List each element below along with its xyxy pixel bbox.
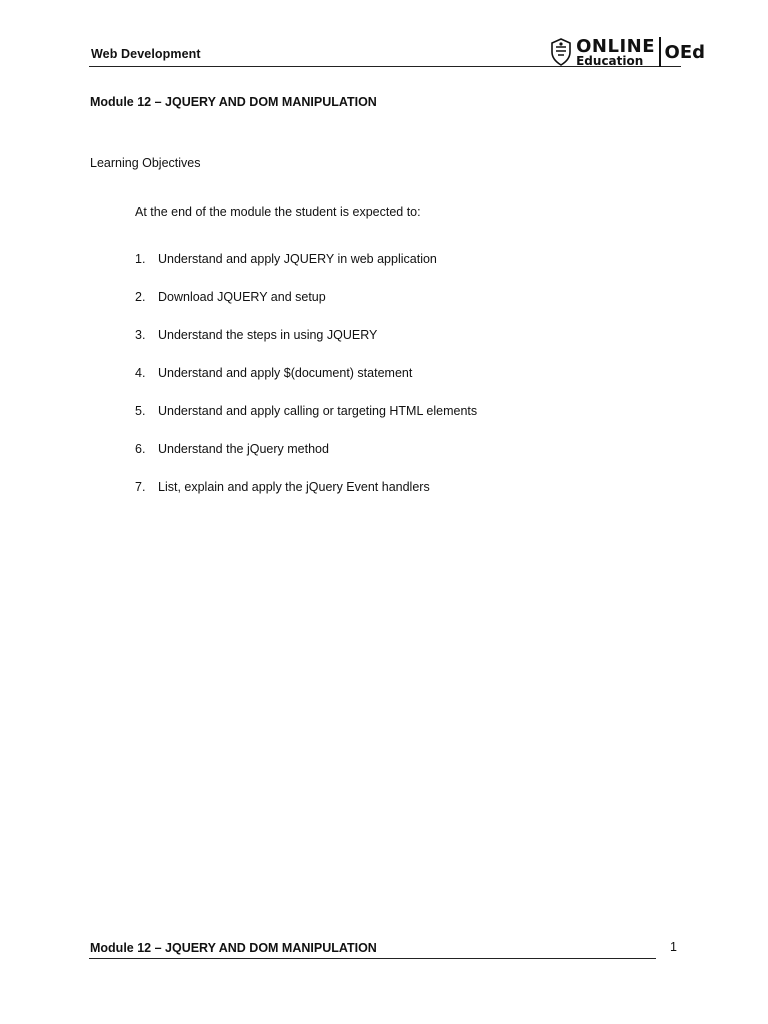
list-item (135, 328, 477, 366)
list-item-text: Understand the steps in using JQUERY (158, 328, 378, 342)
list-item-text: Understand the jQuery method (158, 442, 329, 456)
logo-education-text: Education (576, 53, 644, 68)
objectives-heading: Learning Objectives (90, 156, 201, 170)
list-item (135, 480, 477, 518)
list-item (135, 290, 477, 328)
objectives-intro: At the end of the module the student is expected to: (135, 205, 421, 219)
shield-emblem-icon (550, 38, 572, 66)
list-item (135, 404, 477, 442)
list-item (135, 366, 477, 404)
page-header (89, 35, 705, 68)
list-item-number: 5. (135, 404, 146, 418)
page-number: 1 (670, 940, 677, 954)
logo-online-text: ONLINE (576, 35, 656, 57)
objectives-list (135, 252, 477, 518)
list-item (135, 252, 477, 290)
module-title: Module 12 – JQUERY AND DOM MANIPULATION (90, 95, 377, 109)
list-item-number: 4. (135, 366, 146, 380)
logo-divider (659, 37, 661, 67)
footer-title: Module 12 – JQUERY AND DOM MANIPULATION (90, 941, 377, 955)
logo-short-text: OEd (664, 41, 705, 63)
list-item-number: 1. (135, 252, 146, 266)
list-item-number: 6. (135, 442, 146, 456)
list-item-text: List, explain and apply the jQuery Event handlers (158, 480, 430, 494)
list-item-number: 3. (135, 328, 146, 342)
list-item-text: Understand and apply calling or targeting HTML elements (158, 404, 478, 418)
list-item-text: Download JQUERY and setup (158, 290, 326, 304)
list-item-number: 7. (135, 480, 146, 494)
list-item (135, 442, 477, 480)
header-title: Web Development (91, 47, 201, 61)
list-item-number: 2. (135, 290, 146, 304)
page-footer (89, 938, 656, 959)
list-item-text: Understand and apply $(document) statement (158, 366, 413, 380)
list-item-text: Understand and apply JQUERY in web application (158, 252, 437, 266)
online-education-logo (550, 36, 705, 68)
